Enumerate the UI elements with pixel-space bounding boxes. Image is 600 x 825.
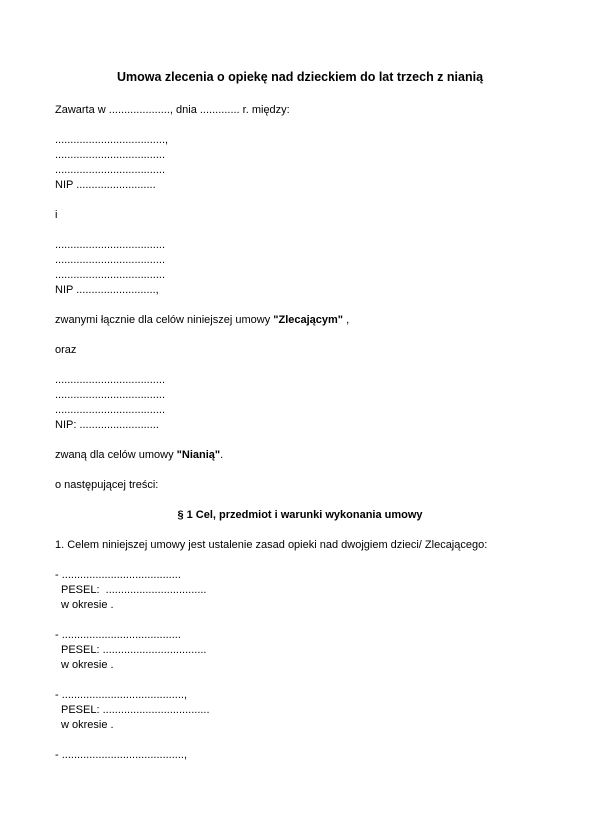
document-title: Umowa zlecenia o opiekę nad dzieckiem do lat trzech z nianią <box>116 70 484 84</box>
child-period-line: w okresie . <box>61 719 114 731</box>
nip-line: NIP: .......................... <box>55 419 159 431</box>
fill-in-line: .................................... <box>55 239 166 251</box>
joint-clause-pre: zwanymi łącznie dla celów niniejszej umowy <box>55 314 274 326</box>
nanny-clause-pre: zwaną dla celów umowy <box>55 449 177 461</box>
child-entry-3 <box>55 688 545 733</box>
conjunction-oraz: oraz <box>55 344 77 356</box>
fill-in-line: .................................... <box>55 374 166 386</box>
child-name-line: - ........................................, <box>55 749 188 761</box>
fill-in-line: .................................... <box>55 269 166 281</box>
child-period-line: w okresie . <box>61 599 114 611</box>
section1-heading: § 1 Cel, przedmiot i warunki wykonania umowy <box>177 509 423 521</box>
nanny-clause-post: . <box>220 449 224 461</box>
fill-in-line: .................................... <box>55 164 166 176</box>
child-pesel-line: PESEL: ................................... <box>61 704 210 716</box>
child-entry-1 <box>55 568 545 613</box>
fill-in-line: ...................................., <box>55 134 169 146</box>
child-name-line: - ....................................... <box>55 569 181 581</box>
section1-paragraph1: 1. Celem niniejszej umowy jest ustalenie zasad opieki nad dwojgiem dzieci/ Zlecającego: <box>55 539 488 551</box>
nanny-clause-term: "Nianią" <box>176 449 221 461</box>
child-pesel-line: PESEL: .................................. <box>61 644 207 656</box>
nip-line: NIP .......................... <box>55 179 156 191</box>
fill-in-line: .................................... <box>55 389 166 401</box>
child-period-line: w okresie . <box>61 659 114 671</box>
intro-line: Zawarta w ...................., dnia ............. r. między: <box>55 104 290 116</box>
child-pesel-line: PESEL: ................................. <box>61 584 207 596</box>
child-entry-2 <box>55 628 545 673</box>
party3-block <box>55 373 545 433</box>
nanny-name-clause <box>55 448 545 463</box>
fill-in-line: .................................... <box>55 254 166 266</box>
joint-clause-term: "Zlecającym" <box>273 314 344 326</box>
fill-in-line: .................................... <box>55 404 166 416</box>
joint-clause-post: , <box>343 314 350 326</box>
party1-block <box>55 133 545 193</box>
joint-name-clause <box>55 313 545 328</box>
fill-in-line: .................................... <box>55 149 166 161</box>
nip-line: NIP .........................., <box>55 284 159 296</box>
child-name-line: - ........................................, <box>55 689 188 701</box>
content-intro-line: o następującej treści: <box>55 479 159 491</box>
conjunction-and: i <box>55 209 58 221</box>
child-name-line: - ....................................... <box>55 629 181 641</box>
party2-block <box>55 238 545 298</box>
child-entry-4 <box>55 748 545 763</box>
